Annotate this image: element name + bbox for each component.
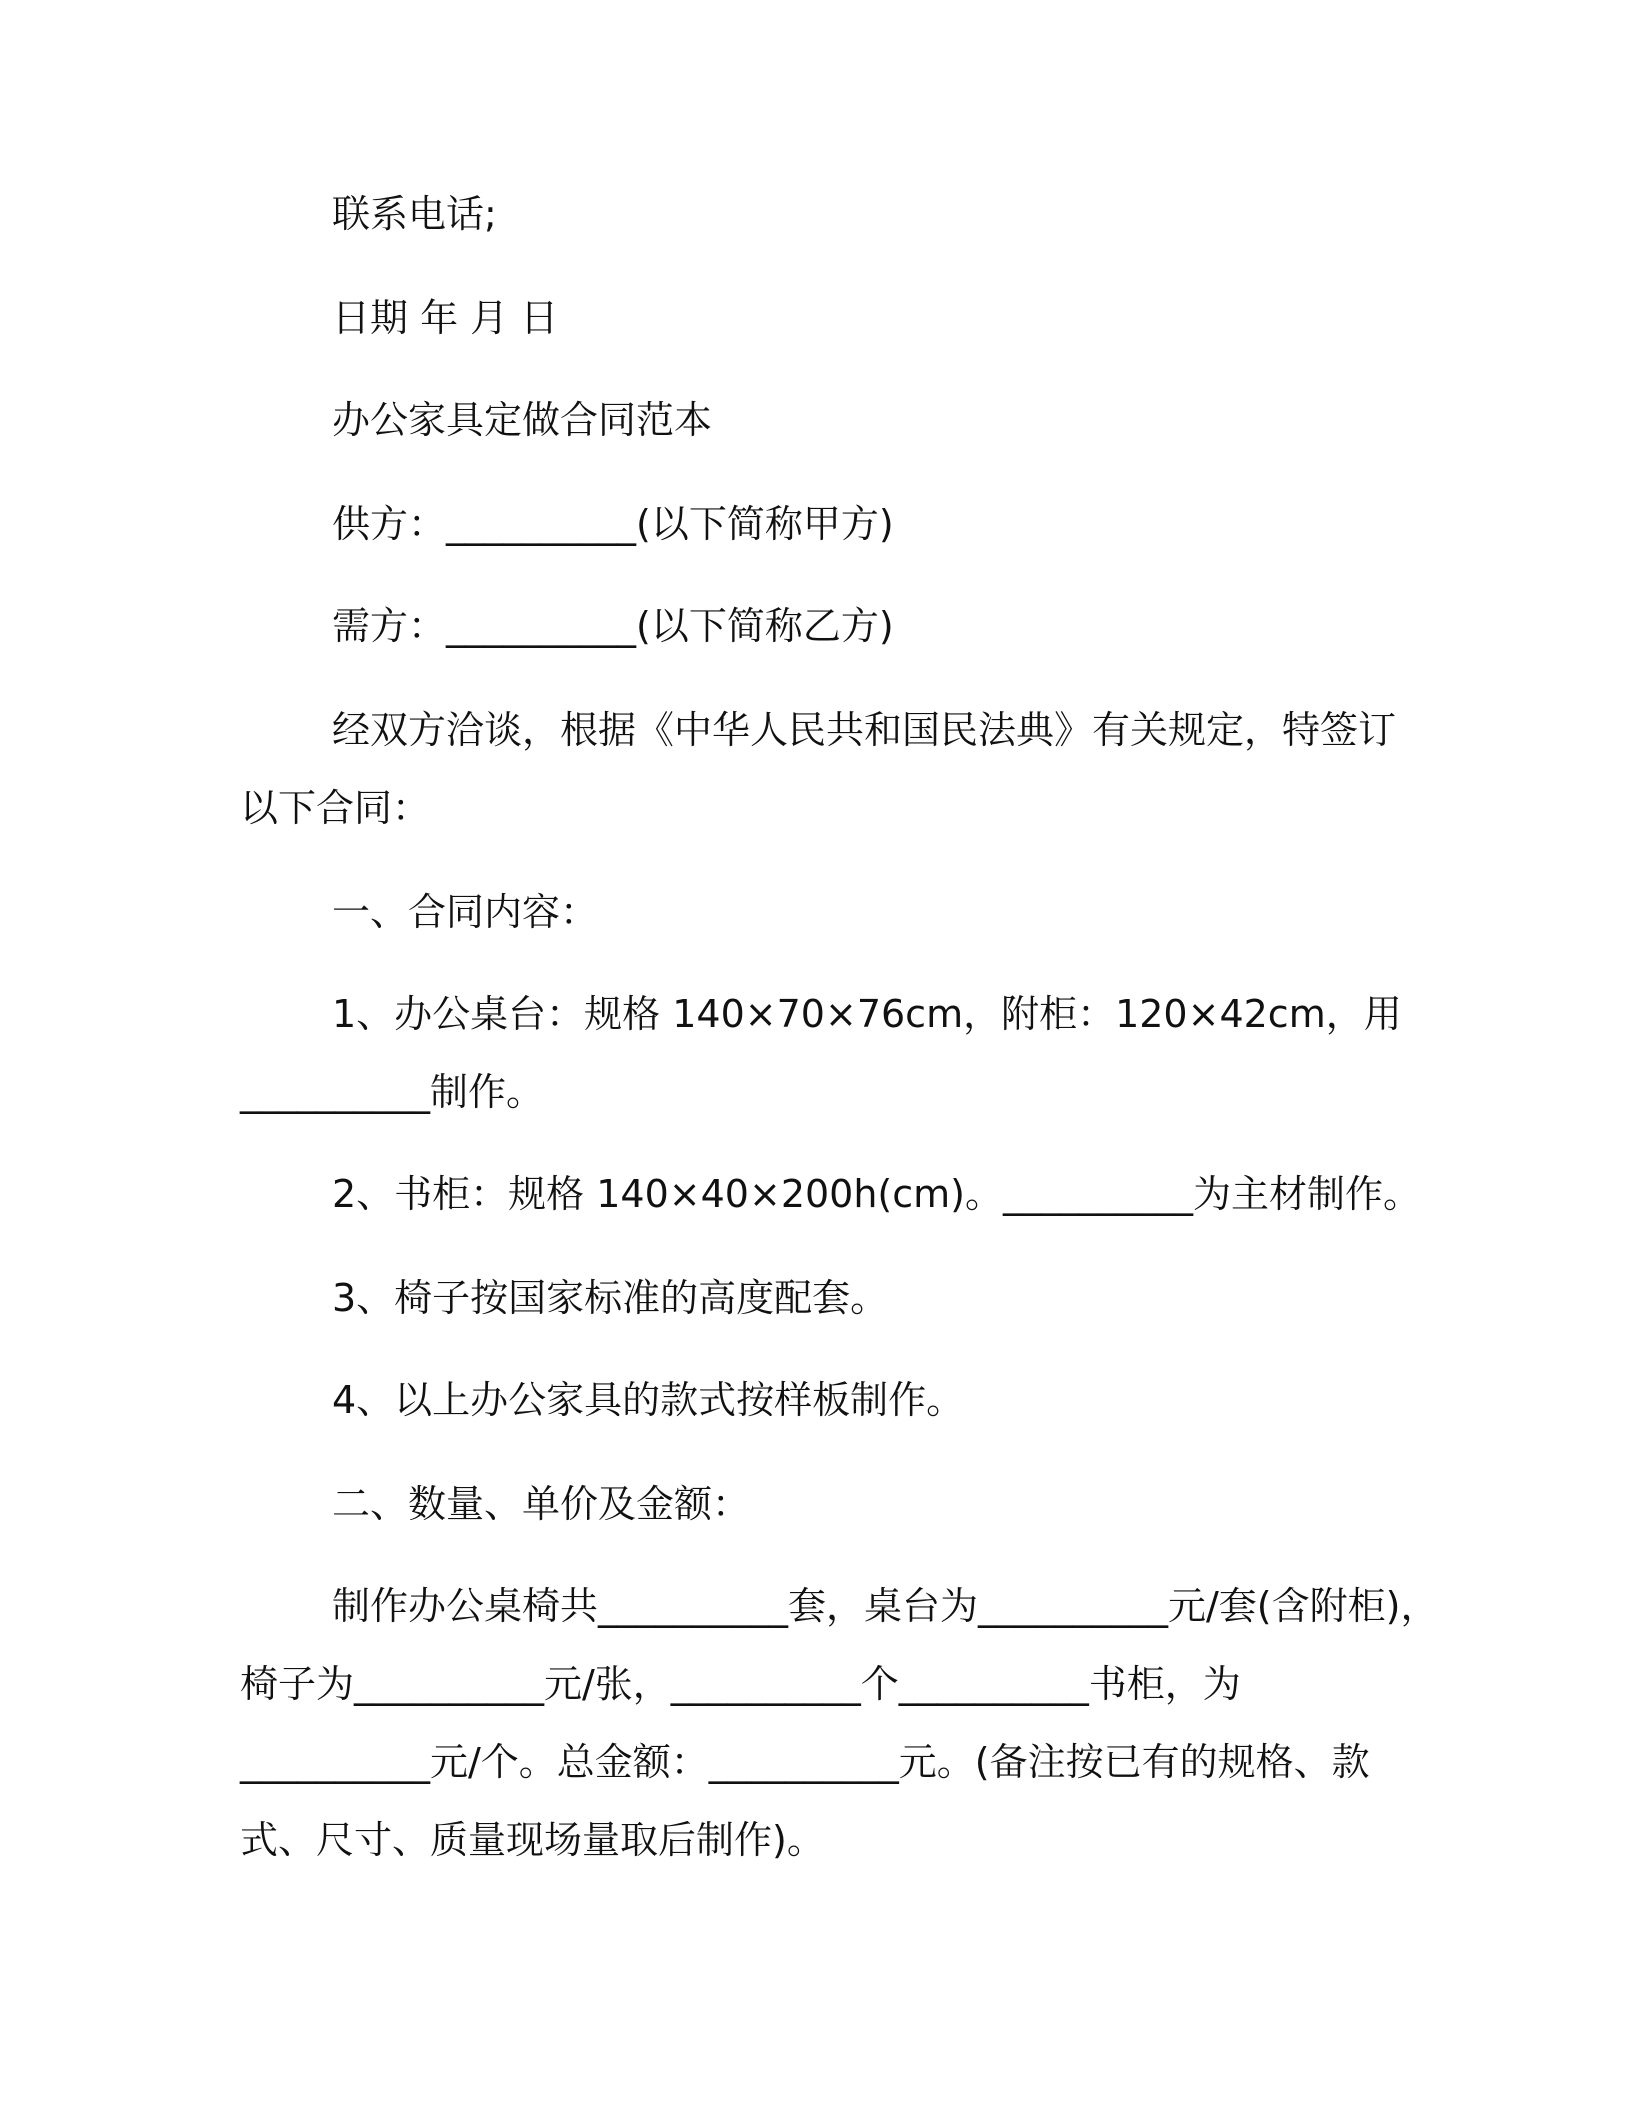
- preamble-line-2: 以下合同：: [240, 786, 431, 830]
- buyer-line: 需方：__________(以下简称乙方): [332, 604, 894, 648]
- item-3-line: 3、椅子按国家标准的高度配套。: [332, 1276, 889, 1320]
- contact-phone-line: 联系电话;: [332, 192, 497, 236]
- section-1-heading: 一、合同内容：: [332, 890, 599, 934]
- quantity-price-line-1: 制作办公桌椅共__________套，桌台为__________元/套(含附柜)，: [332, 1584, 1439, 1628]
- quantity-price-line-3: __________元/个。总金额：__________元。(备注按已有的规格、款: [240, 1740, 1370, 1784]
- date-line: 日期 年 月 日: [332, 296, 559, 340]
- supplier-line: 供方：__________(以下简称甲方): [332, 502, 894, 546]
- item-2-line: 2、书柜：规格 140×40×200h(cm)。__________为主材制作。: [332, 1172, 1421, 1216]
- preamble-line-1: 经双方洽谈，根据《中华人民共和国民法典》有关规定，特签订: [332, 708, 1397, 752]
- quantity-price-line-2: 椅子为__________元/张，__________个__________书柜，为: [240, 1662, 1241, 1706]
- item-1-line-2: __________制作。: [240, 1070, 545, 1114]
- item-1-line-1: 1、办公桌台：规格 140×70×76cm，附柜：120×42cm，用: [332, 992, 1402, 1036]
- section-2-heading: 二、数量、单价及金额：: [332, 1482, 751, 1526]
- quantity-price-line-4: 式、尺寸、质量现场量取后制作)。: [240, 1818, 825, 1862]
- item-4-line: 4、以上办公家具的款式按样板制作。: [332, 1378, 965, 1422]
- contract-title: 办公家具定做合同范本: [332, 398, 713, 442]
